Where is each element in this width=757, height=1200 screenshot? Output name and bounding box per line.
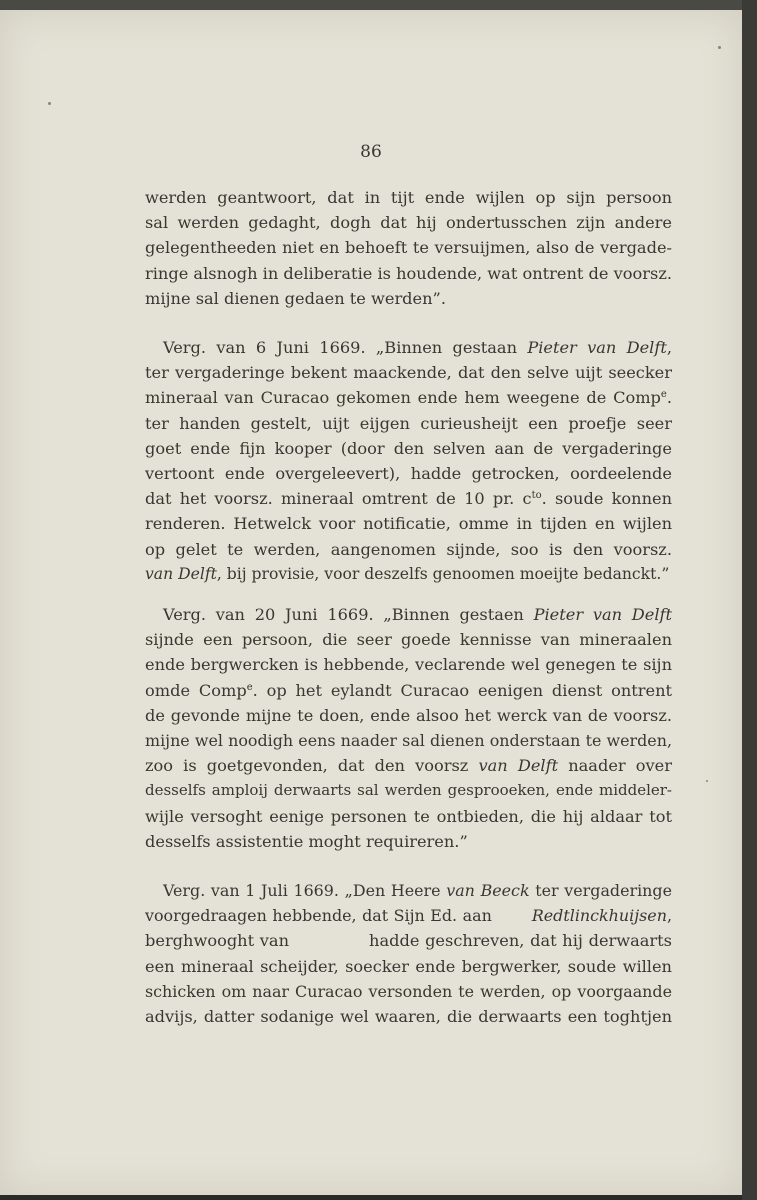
- paragraph-3: [145, 602, 672, 854]
- superscript: e: [246, 681, 253, 693]
- text-line: mijne sal dienen gedaen te werden”.: [145, 288, 446, 308]
- text-run: voorgedraagen hebbende, dat Sijn Ed. aan: [145, 906, 492, 926]
- text-run: hadde geschreven, dat hij derwaarts: [369, 931, 672, 951]
- paper-speck: [718, 46, 721, 49]
- text-line: ende bergwercken is hebbende, veclarende wel genegen te sijn: [145, 655, 672, 675]
- text-run: . soude konnen: [541, 489, 672, 509]
- text-run: naader over: [558, 756, 672, 776]
- italic-name: van Delft: [478, 756, 559, 776]
- text-run: zoo is goetgevonden, dat den voorsz: [145, 756, 479, 776]
- italic-name: van Beeck: [446, 881, 530, 900]
- italic-name: Pieter van Delft: [527, 338, 667, 357]
- text-line: ringe alsnogh in deliberatie is houdende, wat ontrent de voorsz.: [145, 263, 672, 283]
- text-line: [145, 678, 672, 703]
- text-line: [145, 602, 672, 627]
- text-line: ter handen gestelt, uijt eijgen curieusheijt een proefje seer: [145, 413, 672, 433]
- text-line: [145, 878, 672, 903]
- text-line: werden geantwoort, dat in tijt ende wijlen op sijn persoon: [145, 188, 672, 207]
- text-line: gelegentheeden niet en behoeft te versuijmen, also de vergade-: [145, 238, 672, 258]
- paper-speck: [48, 102, 51, 105]
- text-line: [145, 385, 672, 410]
- text-line: sal werden gedaght, dogh dat hij ondertusschen zijn andere: [145, 213, 672, 233]
- text-line: [145, 928, 672, 953]
- paragraph-2: [145, 335, 672, 587]
- text-run: Verg. van 20 Juni 1669. „Binnen gestaen: [163, 605, 534, 624]
- text-run: berghwooght van: [145, 931, 290, 951]
- text-run: . op het eylandt Curacao eenigen dienst ontrent: [252, 680, 673, 700]
- text-run: dat het voorsz. mineraal omtrent de 10 pr. c: [145, 489, 532, 509]
- text-line: desselfs assistentie moght requireren.”: [145, 831, 468, 851]
- superscript: e: [660, 389, 667, 401]
- text-line: een mineraal scheijder, soecker ende bergwerker, soude willen: [145, 956, 672, 976]
- text-line: advijs, datter sodanige wel waaren, die derwaarts een toghtjen: [145, 1007, 672, 1027]
- text-line: [145, 753, 672, 778]
- text-run: Verg. van 6 Juni 1669. „Binnen gestaan: [163, 338, 528, 357]
- text-line: vertoont ende overgeleevert), hadde getrocken, oordeelende: [145, 464, 672, 484]
- text-line: goet ende fijn kooper (door den selven aan de vergaderinge: [145, 438, 672, 458]
- text-run: ,: [666, 338, 672, 357]
- italic-name: van Delft: [145, 564, 217, 583]
- text-line: sijnde een persoon, die seer goede kennisse van mineraalen: [145, 630, 672, 650]
- text-run: Verg. van 1 Juli 1669. „Den Heere: [163, 881, 447, 900]
- text-line: wijle versoght eenige personen te ontbieden, die hij aldaar tot: [145, 806, 672, 826]
- text-line: [145, 335, 672, 360]
- scan-top-edge: [0, 0, 757, 10]
- italic-name: Redtlinckhuijsen: [531, 906, 667, 926]
- text-line: [145, 486, 672, 511]
- text-line: schicken om naar Curacao versonden te werden, op voorgaande: [145, 981, 672, 1001]
- text-line: desselfs amploij derwaarts sal werden gesprooeken, ende middeler-: [145, 781, 672, 800]
- text-line: ter vergaderinge bekent maackende, dat den selve uijt seecker: [145, 363, 672, 383]
- text-line: mijne wel noodigh eens naader sal dienen onderstaan te werden,: [145, 731, 672, 751]
- text-run: omde Comp: [145, 680, 247, 700]
- scan-right-edge: [742, 0, 757, 1200]
- text-line: [145, 903, 672, 928]
- paper-speck: [706, 780, 708, 782]
- text-run: .: [666, 388, 672, 408]
- text-line: de gevonde mijne te doen, ende alsoo het werck van de voorsz.: [145, 705, 672, 725]
- text-run: ,: [666, 906, 672, 926]
- text-line: op gelet te werden, aangenomen sijnde, soo is den voorsz.: [145, 539, 672, 559]
- text-line: renderen. Hetwelck voor notificatie, omme in tijden en wijlen: [145, 514, 672, 534]
- paragraph-1: [145, 185, 672, 311]
- page-number: 86: [360, 142, 382, 162]
- text-run: mineraal van Curacao gekomen ende hem weegene de Comp: [145, 388, 661, 408]
- text-run: , bij provisie, voor deszelfs genoomen moeijte bedanckt.”: [216, 564, 670, 583]
- text-run: ter vergaderinge: [529, 881, 672, 900]
- italic-name: Pieter van Delft: [533, 605, 673, 624]
- superscript: to: [531, 490, 542, 502]
- text-line: [145, 562, 672, 587]
- paragraph-4: [145, 878, 672, 1029]
